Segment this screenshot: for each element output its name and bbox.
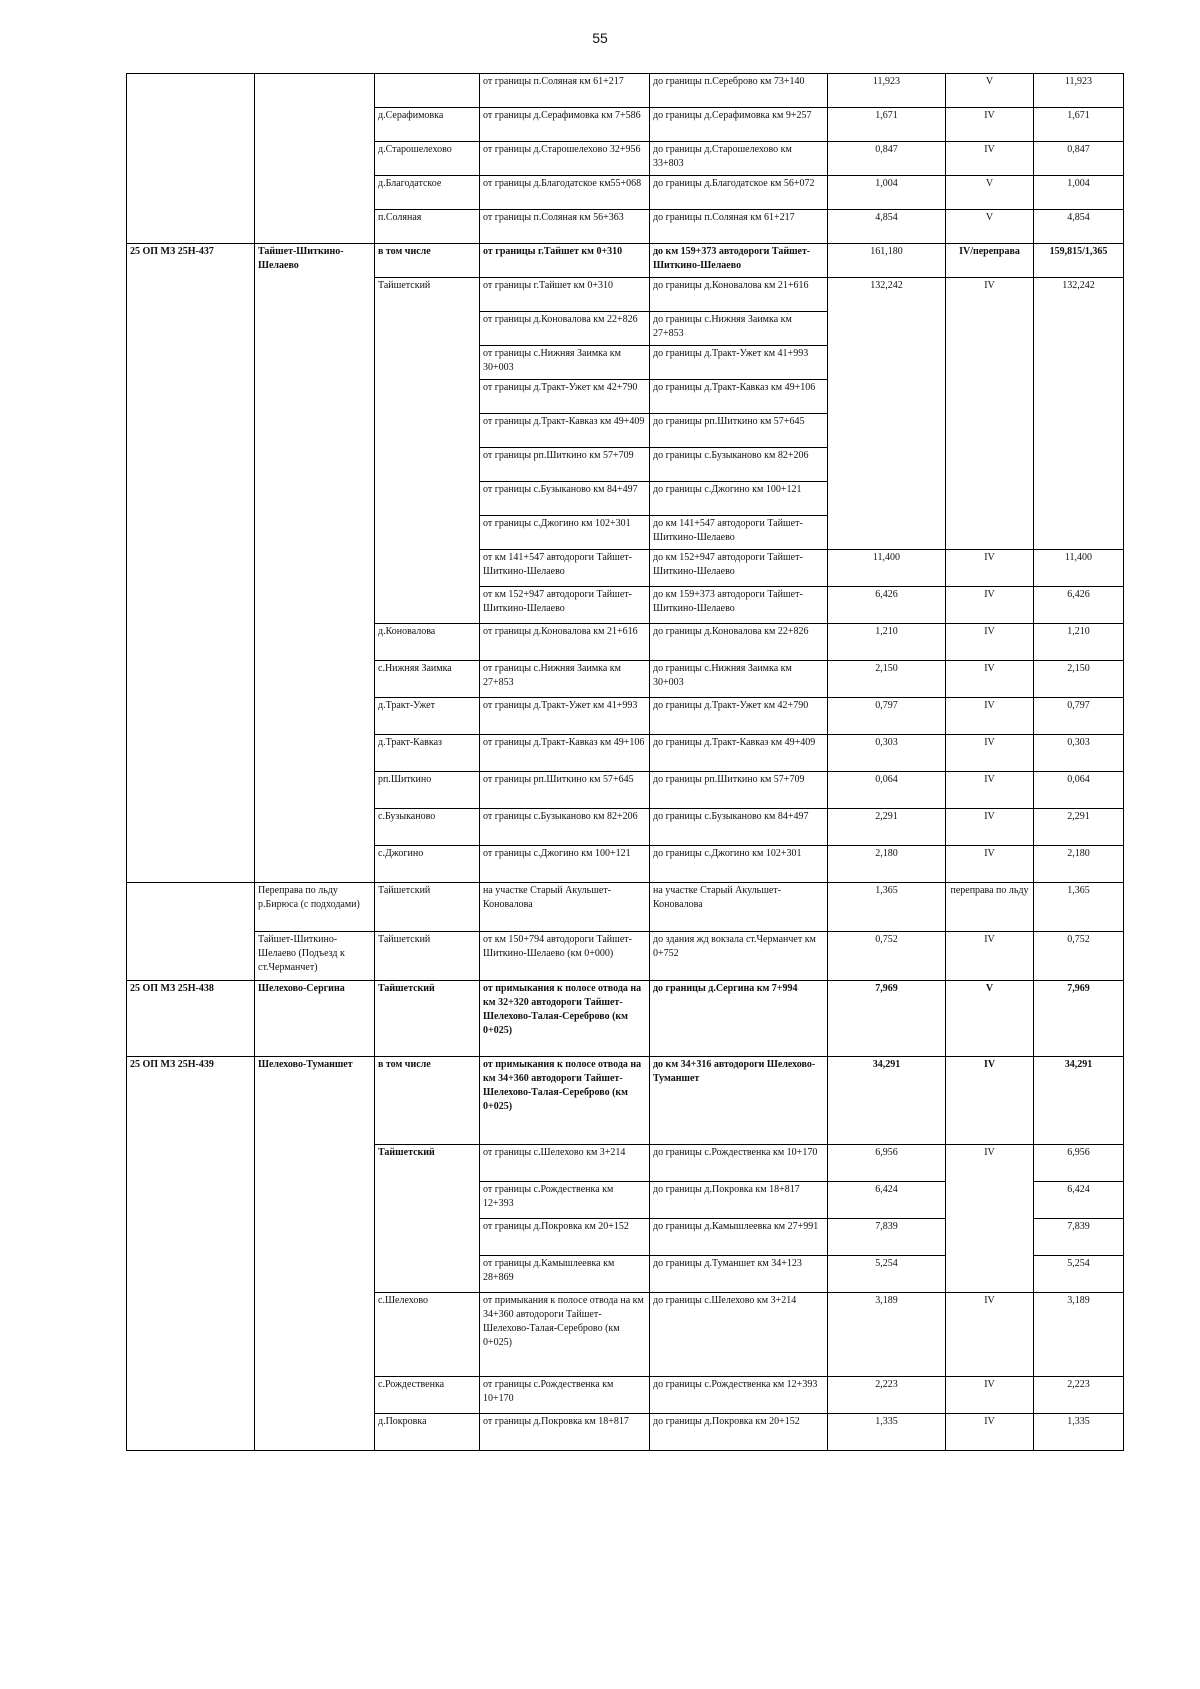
- district-cell: Тайшетский: [375, 883, 480, 932]
- table-row: [127, 1057, 1124, 1145]
- length-cell: 11,923: [828, 74, 946, 108]
- from-cell: от примыкания к полосе отвода на км 34+360 автодороги Тайшет-Шелехово-Талая-Сереброво (км 0+025): [480, 1293, 650, 1377]
- to-cell: до границы с.Рождественка км 10+170: [650, 1145, 828, 1182]
- to-cell: до границы п.Соляная км 61+217: [650, 210, 828, 244]
- length-cell: 11,400: [828, 550, 946, 587]
- to-cell: до границы рп.Шиткино км 57+709: [650, 772, 828, 809]
- to-cell: до границы д.Тракт-Кавказ км 49+106: [650, 380, 828, 414]
- length-cell: 0,847: [828, 142, 946, 176]
- total-cell: 5,254: [1034, 1256, 1124, 1293]
- category-cell: IV: [946, 278, 1034, 550]
- to-cell: до границы с.Бузыканово км 84+497: [650, 809, 828, 846]
- length-cell: 132,242: [828, 278, 946, 550]
- length-cell: 6,424: [828, 1182, 946, 1219]
- table-row: [127, 244, 1124, 278]
- road-name-cell: Тайшет-Шиткино-Шелаево: [255, 244, 375, 883]
- to-cell: до границы д.Тракт-Ужет км 42+790: [650, 698, 828, 735]
- category-cell: V: [946, 74, 1034, 108]
- from-cell: от границы д.Покровка км 20+152: [480, 1219, 650, 1256]
- category-cell: IV: [946, 698, 1034, 735]
- to-cell: до км 141+547 автодороги Тайшет-Шиткино-Шелаево: [650, 516, 828, 550]
- length-cell: 1,335: [828, 1414, 946, 1451]
- to-cell: до границы д.Сергина км 7+994: [650, 981, 828, 1057]
- district-cell: с.Бузыканово: [375, 809, 480, 846]
- table-row: [127, 981, 1124, 1057]
- district-cell: рп.Шиткино: [375, 772, 480, 809]
- road-code-cell: [127, 74, 255, 244]
- length-cell: 5,254: [828, 1256, 946, 1293]
- length-cell: 0,064: [828, 772, 946, 809]
- total-cell: 1,210: [1034, 624, 1124, 661]
- from-cell: от границы с.Шелехово км 3+214: [480, 1145, 650, 1182]
- length-cell: 0,303: [828, 735, 946, 772]
- district-cell: Тайшетский: [375, 278, 480, 624]
- total-cell: 34,291: [1034, 1057, 1124, 1145]
- to-cell: до границы д.Серафимовка км 9+257: [650, 108, 828, 142]
- from-cell: от границы д.Серафимовка км 7+586: [480, 108, 650, 142]
- to-cell: на участке Старый Акульшет-Коновалова: [650, 883, 828, 932]
- district-cell: Тайшетский: [375, 981, 480, 1057]
- category-cell: V: [946, 176, 1034, 210]
- from-cell: от границы д.Старошелехово 32+956: [480, 142, 650, 176]
- category-cell: IV: [946, 624, 1034, 661]
- district-cell: с.Шелехово: [375, 1293, 480, 1377]
- category-cell: IV: [946, 1057, 1034, 1145]
- category-cell: IV: [946, 772, 1034, 809]
- to-cell: до км 34+316 автодороги Шелехово-Туманшет: [650, 1057, 828, 1145]
- from-cell: от границы с.Рождественка км 12+393: [480, 1182, 650, 1219]
- district-cell: в том числе: [375, 244, 480, 278]
- district-cell: д.Тракт-Ужет: [375, 698, 480, 735]
- total-cell: 1,004: [1034, 176, 1124, 210]
- district-cell: с.Джогино: [375, 846, 480, 883]
- length-cell: 2,223: [828, 1377, 946, 1414]
- to-cell: до границы с.Джогино км 100+121: [650, 482, 828, 516]
- length-cell: 1,210: [828, 624, 946, 661]
- to-cell: до здания жд вокзала ст.Черманчет км 0+752: [650, 932, 828, 981]
- to-cell: до границы д.Покровка км 18+817: [650, 1182, 828, 1219]
- from-cell: от границы д.Благодатское км55+068: [480, 176, 650, 210]
- to-cell: до границы с.Рождественка км 12+393: [650, 1377, 828, 1414]
- category-cell: IV: [946, 1377, 1034, 1414]
- category-cell: IV: [946, 735, 1034, 772]
- total-cell: 2,150: [1034, 661, 1124, 698]
- category-cell: IV: [946, 587, 1034, 624]
- category-cell: V: [946, 981, 1034, 1057]
- roads-table: [126, 73, 1124, 1451]
- from-cell: от границы д.Камышлеевка км 28+869: [480, 1256, 650, 1293]
- district-cell: д.Коновалова: [375, 624, 480, 661]
- total-cell: 6,426: [1034, 587, 1124, 624]
- table-row: [127, 932, 1124, 981]
- road-code-cell: 25 ОП МЗ 25Н-437: [127, 244, 255, 883]
- page-number: 55: [592, 30, 608, 46]
- category-cell: V: [946, 210, 1034, 244]
- district-cell: Тайшетский: [375, 932, 480, 981]
- to-cell: до границы д.Тракт-Кавказ км 49+409: [650, 735, 828, 772]
- from-cell: от границы с.Нижняя Заимка км 30+003: [480, 346, 650, 380]
- to-cell: до границы д.Покровка км 20+152: [650, 1414, 828, 1451]
- to-cell: до границы д.Благодатское км 56+072: [650, 176, 828, 210]
- length-cell: 3,189: [828, 1293, 946, 1377]
- to-cell: до границы д.Туманшет км 34+123: [650, 1256, 828, 1293]
- total-cell: 1,335: [1034, 1414, 1124, 1451]
- from-cell: от границы с.Бузыканово км 82+206: [480, 809, 650, 846]
- district-cell: [375, 74, 480, 108]
- length-cell: 7,969: [828, 981, 946, 1057]
- road-code-cell: 25 ОП МЗ 25Н-439: [127, 1057, 255, 1451]
- road-name-cell: Шелехово-Туманшет: [255, 1057, 375, 1451]
- from-cell: от примыкания к полосе отвода на км 34+360 автодороги Тайшет-Шелехово-Талая-Сереброво (км 0+025): [480, 1057, 650, 1145]
- length-cell: 161,180: [828, 244, 946, 278]
- total-cell: 4,854: [1034, 210, 1124, 244]
- length-cell: 0,797: [828, 698, 946, 735]
- total-cell: 0,752: [1034, 932, 1124, 981]
- district-cell: д.Тракт-Кавказ: [375, 735, 480, 772]
- from-cell: от границы п.Соляная км 56+363: [480, 210, 650, 244]
- from-cell: от границы п.Соляная км 61+217: [480, 74, 650, 108]
- category-cell: переправа по льду: [946, 883, 1034, 932]
- length-cell: 4,854: [828, 210, 946, 244]
- category-cell: IV/переправа: [946, 244, 1034, 278]
- length-cell: 0,752: [828, 932, 946, 981]
- district-cell: д.Благодатское: [375, 176, 480, 210]
- total-cell: 1,365: [1034, 883, 1124, 932]
- to-cell: до границы с.Бузыканово км 82+206: [650, 448, 828, 482]
- length-cell: 2,291: [828, 809, 946, 846]
- from-cell: от границы с.Нижняя Заимка км 27+853: [480, 661, 650, 698]
- length-cell: 7,839: [828, 1219, 946, 1256]
- total-cell: 11,400: [1034, 550, 1124, 587]
- road-code-cell: [127, 883, 255, 981]
- from-cell: от границы д.Тракт-Ужет км 42+790: [480, 380, 650, 414]
- district-cell: Тайшетский: [375, 1145, 480, 1293]
- from-cell: от примыкания к полосе отвода на км 32+320 автодороги Тайшет-Шелехово-Талая-Сереброво (км 0+025): [480, 981, 650, 1057]
- from-cell: от км 141+547 автодороги Тайшет-Шиткино-Шелаево: [480, 550, 650, 587]
- length-cell: 1,365: [828, 883, 946, 932]
- from-cell: от границы с.Джогино км 100+121: [480, 846, 650, 883]
- road-name-cell: [255, 74, 375, 244]
- to-cell: до границы д.Старошелехово км 33+803: [650, 142, 828, 176]
- length-cell: 6,956: [828, 1145, 946, 1182]
- category-cell: IV: [946, 108, 1034, 142]
- district-cell: д.Покровка: [375, 1414, 480, 1451]
- total-cell: 7,839: [1034, 1219, 1124, 1256]
- from-cell: от границы д.Коновалова км 21+616: [480, 624, 650, 661]
- total-cell: 159,815/1,365: [1034, 244, 1124, 278]
- to-cell: до границы д.Тракт-Ужет км 41+993: [650, 346, 828, 380]
- category-cell: IV: [946, 1414, 1034, 1451]
- from-cell: от границы с.Рождественка км 10+170: [480, 1377, 650, 1414]
- from-cell: от границы д.Тракт-Ужет км 41+993: [480, 698, 650, 735]
- to-cell: до границы д.Камышлеевка км 27+991: [650, 1219, 828, 1256]
- total-cell: 7,969: [1034, 981, 1124, 1057]
- from-cell: от границы с.Джогино км 102+301: [480, 516, 650, 550]
- from-cell: от границы с.Бузыканово км 84+497: [480, 482, 650, 516]
- category-cell: IV: [946, 932, 1034, 981]
- to-cell: до границы с.Нижняя Заимка км 27+853: [650, 312, 828, 346]
- from-cell: от границы д.Покровка км 18+817: [480, 1414, 650, 1451]
- length-cell: 1,004: [828, 176, 946, 210]
- total-cell: 6,956: [1034, 1145, 1124, 1182]
- road-name-cell: Шелехово-Сергина: [255, 981, 375, 1057]
- length-cell: 2,150: [828, 661, 946, 698]
- table-row: [127, 74, 1124, 108]
- district-cell: д.Старошелехово: [375, 142, 480, 176]
- total-cell: 132,242: [1034, 278, 1124, 550]
- total-cell: 0,797: [1034, 698, 1124, 735]
- length-cell: 34,291: [828, 1057, 946, 1145]
- category-cell: IV: [946, 809, 1034, 846]
- total-cell: 1,671: [1034, 108, 1124, 142]
- from-cell: от границы д.Коновалова км 22+826: [480, 312, 650, 346]
- to-cell: до границы с.Нижняя Заимка км 30+003: [650, 661, 828, 698]
- length-cell: 1,671: [828, 108, 946, 142]
- category-cell: IV: [946, 550, 1034, 587]
- table-row: [127, 883, 1124, 932]
- district-cell: с.Нижняя Заимка: [375, 661, 480, 698]
- from-cell: от границы г.Тайшет км 0+310: [480, 244, 650, 278]
- to-cell: до границы п.Сереброво км 73+140: [650, 74, 828, 108]
- from-cell: от км 150+794 автодороги Тайшет-Шиткино-Шелаево (км 0+000): [480, 932, 650, 981]
- category-cell: IV: [946, 661, 1034, 698]
- category-cell: IV: [946, 846, 1034, 883]
- district-cell: в том числе: [375, 1057, 480, 1145]
- total-cell: 2,291: [1034, 809, 1124, 846]
- road-name-cell: Переправа по льду р.Бирюса (с подходами): [255, 883, 375, 932]
- from-cell: от границы рп.Шиткино км 57+709: [480, 448, 650, 482]
- to-cell: до границы рп.Шиткино км 57+645: [650, 414, 828, 448]
- category-cell: IV: [946, 1293, 1034, 1377]
- length-cell: 6,426: [828, 587, 946, 624]
- total-cell: 0,847: [1034, 142, 1124, 176]
- category-cell: IV: [946, 1145, 1034, 1293]
- total-cell: 2,180: [1034, 846, 1124, 883]
- to-cell: до км 159+373 автодороги Тайшет-Шиткино-Шелаево: [650, 244, 828, 278]
- total-cell: 11,923: [1034, 74, 1124, 108]
- to-cell: до границы с.Джогино км 102+301: [650, 846, 828, 883]
- length-cell: 2,180: [828, 846, 946, 883]
- district-cell: п.Соляная: [375, 210, 480, 244]
- to-cell: до границы с.Шелехово км 3+214: [650, 1293, 828, 1377]
- total-cell: 0,303: [1034, 735, 1124, 772]
- category-cell: IV: [946, 142, 1034, 176]
- district-cell: д.Серафимовка: [375, 108, 480, 142]
- total-cell: 2,223: [1034, 1377, 1124, 1414]
- district-cell: с.Рождественка: [375, 1377, 480, 1414]
- road-code-cell: 25 ОП МЗ 25Н-438: [127, 981, 255, 1057]
- from-cell: от границы д.Тракт-Кавказ км 49+409: [480, 414, 650, 448]
- road-name-cell: Тайшет-Шиткино-Шелаево (Подъезд к ст.Черманчет): [255, 932, 375, 981]
- total-cell: 0,064: [1034, 772, 1124, 809]
- to-cell: до границы д.Коновалова км 22+826: [650, 624, 828, 661]
- to-cell: до км 152+947 автодороги Тайшет-Шиткино-Шелаево: [650, 550, 828, 587]
- to-cell: до границы д.Коновалова км 21+616: [650, 278, 828, 312]
- from-cell: от границы рп.Шиткино км 57+645: [480, 772, 650, 809]
- from-cell: от км 152+947 автодороги Тайшет-Шиткино-Шелаево: [480, 587, 650, 624]
- to-cell: до км 159+373 автодороги Тайшет-Шиткино-Шелаево: [650, 587, 828, 624]
- from-cell: от границы г.Тайшет км 0+310: [480, 278, 650, 312]
- total-cell: 6,424: [1034, 1182, 1124, 1219]
- total-cell: 3,189: [1034, 1293, 1124, 1377]
- from-cell: от границы д.Тракт-Кавказ км 49+106: [480, 735, 650, 772]
- from-cell: на участке Старый Акульшет-Коновалова: [480, 883, 650, 932]
